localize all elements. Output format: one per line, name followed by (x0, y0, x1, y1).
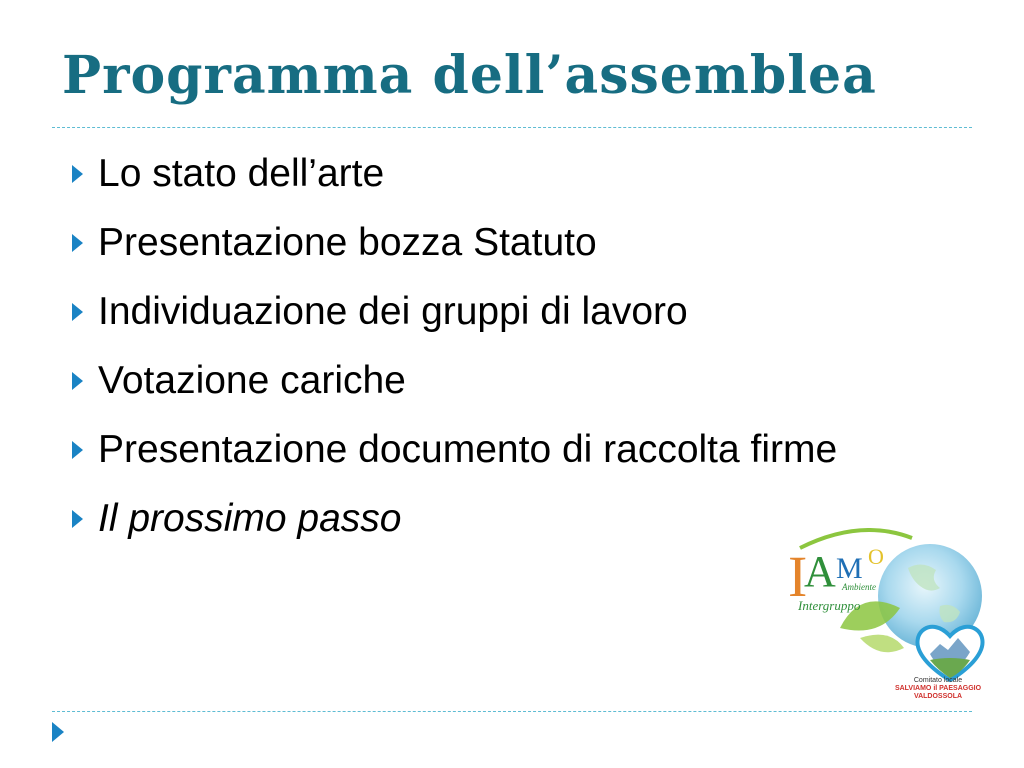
slide-title: Programma dell’assemblea (62, 45, 877, 106)
logo-letter-o: O (868, 544, 884, 569)
logo-ambiente: Ambiente (842, 582, 876, 592)
bullet-text: Individuazione dei gruppi di lavoro (98, 290, 688, 333)
bullet-item (66, 493, 886, 545)
bullet-item (66, 148, 886, 200)
bullet-text: Presentazione documento di raccolta firme (98, 428, 838, 471)
title-divider (52, 127, 972, 128)
logo-caption-line1: Comitato locale (913, 677, 963, 684)
logo-caption-line2: SALVIAMO il PAESAGGIO (894, 685, 982, 692)
logo-intergruppo: Intergruppo (798, 598, 861, 613)
logo-letter-m: M (836, 552, 863, 585)
bullet-arrow-icon (72, 510, 83, 528)
bullet-text: Il prossimo passo (98, 497, 402, 540)
bullet-arrow-icon (72, 441, 83, 459)
footer-divider (52, 711, 972, 712)
bullet-item (66, 355, 886, 407)
logo-caption-line3: VALDOSSOLA (913, 693, 963, 698)
bullet-text: Votazione cariche (98, 359, 406, 402)
footer-arrow-icon (52, 722, 64, 742)
bullet-arrow-icon (72, 303, 83, 321)
bullet-list (66, 148, 886, 562)
logo-letter-a: A (804, 547, 836, 596)
bullet-item (66, 217, 886, 269)
iamo-logo (780, 528, 992, 698)
logo-letter-i: I (788, 544, 808, 609)
bullet-arrow-icon (72, 234, 83, 252)
bullet-text: Lo stato dell’arte (98, 152, 385, 195)
bullet-arrow-icon (72, 372, 83, 390)
bullet-text: Presentazione bozza Statuto (98, 221, 597, 264)
bullet-item (66, 424, 886, 476)
bullet-arrow-icon (72, 165, 83, 183)
bullet-item (66, 286, 886, 338)
